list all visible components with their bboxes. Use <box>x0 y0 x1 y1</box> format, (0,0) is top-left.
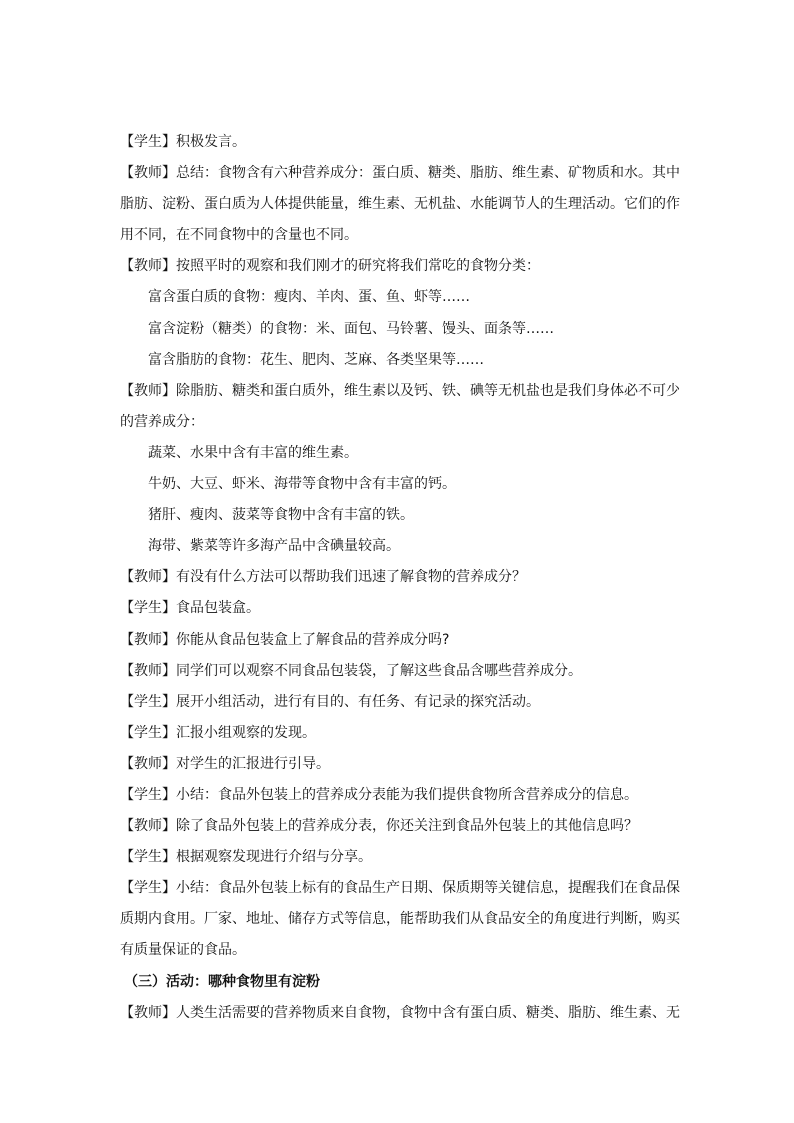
paragraph: 【学生】展开小组活动，进行有目的、有任务、有记录的探究活动。 <box>120 693 540 710</box>
paragraph: 【教师】同学们可以观察不同食品包装袋，了解这些食品含哪些营养成分。 <box>120 662 582 679</box>
paragraph: 【学生】食品包装盒。 <box>120 600 260 617</box>
document-body <box>120 127 690 1029</box>
paragraph: 【教师】除了食品外包装上的营养成分表，你还关注到食品外包装上的其他信息吗？ <box>120 818 638 835</box>
paragraph: 【学生】小结：食品外包装上的营养成分表能为我们提供食物所含营养成分的信息。 <box>120 786 638 803</box>
paragraph: 【教师】除脂肪、糖类和蛋白质外，维生素以及钙、铁、碘等无机盐也是我们身体必不可少的营养成分： <box>120 382 680 430</box>
list-item: 蔬菜、水果中含有丰富的维生素。 <box>148 444 358 461</box>
paragraph: 【学生】积极发言。 <box>120 134 246 150</box>
list-item: 牛奶、大豆、虾米、海带等食物中含有丰富的钙。 <box>148 476 456 493</box>
paragraph: 【学生】汇报小组观察的发现。 <box>120 724 316 741</box>
section-heading: （三）活动：哪种食物里有淀粉 <box>124 973 320 990</box>
list-item: 猪肝、瘦肉、菠菜等食物中含有丰富的铁。 <box>148 507 414 524</box>
paragraph: 【学生】根据观察发现进行介绍与分享。 <box>120 849 372 866</box>
paragraph: 【教师】总结：食物含有六种营养成分：蛋白质、糖类、脂肪、维生素、矿物质和水。其中脂肪、淀粉、蛋白质为人体提供能量，维生素、无机盐、水能调节人的生理活动。它们的作用不同，在不同食物中的含量也不同。 <box>120 165 680 244</box>
paragraph: 【学生】小结：食品外包装上标有的食品生产日期、保质期等关键信息，提醒我们在食品保质期内食用。厂家、地址、储存方式等信息，能帮助我们从食品安全的角度进行判断，购买有质量保证的食品。 <box>120 880 680 959</box>
paragraph: 【教师】你能从食品包装盒上了解食品的营养成分吗? <box>120 631 450 648</box>
list-item: 海带、紫菜等许多海产品中含碘量较高。 <box>148 538 400 555</box>
list-item: 富含脂肪的食物：花生、肥肉、芝麻、各类坚果等…… <box>148 351 484 368</box>
paragraph: 【教师】有没有什么方法可以帮助我们迅速了解食物的营养成分？ <box>120 569 526 586</box>
list-item: 富含蛋白质的食物：瘦肉、羊肉、蛋、鱼、虾等…… <box>148 289 470 306</box>
paragraph: 【教师】对学生的汇报进行引导。 <box>120 755 330 772</box>
paragraph: 【教师】按照平时的观察和我们刚才的研究将我们常吃的食物分类： <box>120 258 540 275</box>
paragraph: 【教师】人类生活需要的营养物质来自食物，食物中含有蛋白质、糖类、脂肪、维生素、无 <box>120 1004 680 1021</box>
list-item: 富含淀粉（糖类）的食物：米、面包、马铃薯、馒头、面条等…… <box>148 320 554 337</box>
